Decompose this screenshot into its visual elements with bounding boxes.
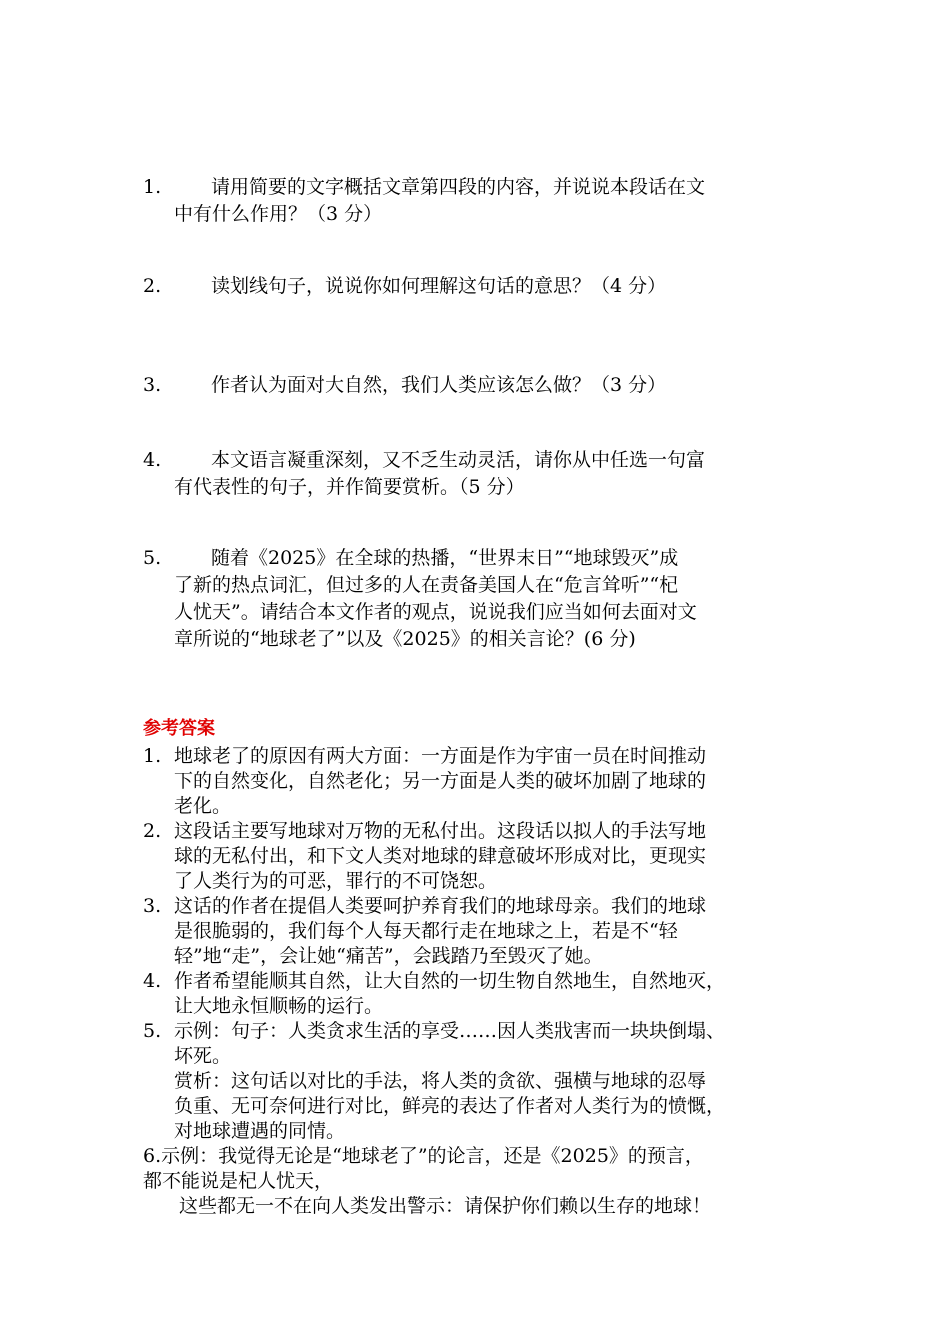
answer-3 <box>143 894 843 969</box>
answer-text: 这话的作者在提倡人类要呵护养育我们的地球母亲。我们的地球 <box>174 895 707 917</box>
answer-5 <box>143 1019 843 1144</box>
question-text: 作者认为面对大自然，我们人类应该怎么做？（3 分） <box>211 374 667 396</box>
question-text: 了新的热点词汇，但过多的人在责备美国人在“危言耸听”“杞 <box>174 574 679 596</box>
answer-text: 老化。 <box>174 795 232 817</box>
question-5 <box>143 545 823 653</box>
answers-heading: 参考答案 <box>143 718 215 739</box>
question-text: 本文语言凝重深刻，又不乏生动灵活，请你从中任选一句富 <box>211 449 706 471</box>
answer-1 <box>143 744 843 819</box>
question-text: 有代表性的句子，并作简要赏析。（5 分） <box>174 476 525 498</box>
answer-text: 让大地永恒顺畅的运行。 <box>174 995 384 1017</box>
answer-text: 了人类行为的可恶，罪行的不可饶恕。 <box>174 870 498 892</box>
answer-text: 都不能说是杞人忧天， <box>143 1170 334 1192</box>
answer-6 <box>143 1144 843 1219</box>
answer-text: 示例：句子：人类贪求生活的享受……因人类戕害而一块块倒塌、 <box>174 1020 726 1042</box>
answer-text: 作者希望能顺其自然，让大自然的一切生物自然地生，自然地灭， <box>174 970 726 992</box>
question-2 <box>143 273 823 300</box>
question-number: 3. <box>143 374 162 396</box>
answer-number: 1. <box>143 745 162 767</box>
answer-text: 下的自然变化，自然老化；另一方面是人类的破坏加剧了地球的 <box>174 770 707 792</box>
answer-text: 轻”地“走”，会让她“痛苦”，会践踏乃至毁灭了她。 <box>174 945 603 967</box>
question-text: 随着《2025》在全球的热播，“世界末日”“地球毁灭”成 <box>211 547 679 569</box>
answer-number: 2. <box>143 820 162 842</box>
answer-text: 坏死。 <box>174 1045 232 1067</box>
question-number: 1. <box>143 176 162 198</box>
question-number: 4. <box>143 449 162 471</box>
question-text: 读划线句子，说说你如何理解这句话的意思？（4 分） <box>211 275 667 297</box>
answer-text: 地球老了的原因有两大方面：一方面是作为宇宙一员在时间推动 <box>174 745 707 767</box>
answer-number: 3. <box>143 895 162 917</box>
question-text: 请用简要的文字概括文章第四段的内容，并说说本段话在文 <box>211 176 706 198</box>
answer-number: 4. <box>143 970 162 992</box>
question-number: 5. <box>143 547 162 569</box>
answer-number: 5. <box>143 1020 162 1042</box>
answer-text: 6.示例：我觉得无论是“地球老了”的论言，还是《2025》的预言， <box>143 1145 704 1167</box>
answer-text: 负重、无可奈何进行对比，鲜亮的表达了作者对人类行为的愤慨， <box>174 1095 726 1117</box>
answer-2 <box>143 819 843 894</box>
answer-text: 球的无私付出，和下文人类对地球的肆意破坏形成对比，更现实 <box>174 845 707 867</box>
question-1 <box>143 174 823 228</box>
answer-text: 这段话主要写地球对万物的无私付出。这段话以拟人的手法写地 <box>174 820 707 842</box>
question-4 <box>143 447 823 501</box>
question-text: 章所说的“地球老了”以及《2025》的相关言论？(6 分) <box>174 628 636 650</box>
answer-text: 是很脆弱的，我们每个人每天都行走在地球之上，若是不“轻 <box>174 920 678 942</box>
question-text: 中有什么作用？（3 分） <box>174 203 383 225</box>
question-3 <box>143 372 823 399</box>
answer-4 <box>143 969 843 1019</box>
question-number: 2. <box>143 275 162 297</box>
answer-text: 对地球遭遇的同情。 <box>174 1120 346 1142</box>
answer-list <box>143 744 843 1219</box>
question-text: 人忧天”。请结合本文作者的观点，说说我们应当如何去面对文 <box>174 601 697 623</box>
answer-text: 赏析：这句话以对比的手法，将人类的贪欲、强横与地球的忍辱 <box>174 1070 707 1092</box>
answer-final-text: 这些都无一不在向人类发出警示：请保护你们赖以生存的地球！ <box>179 1195 712 1217</box>
